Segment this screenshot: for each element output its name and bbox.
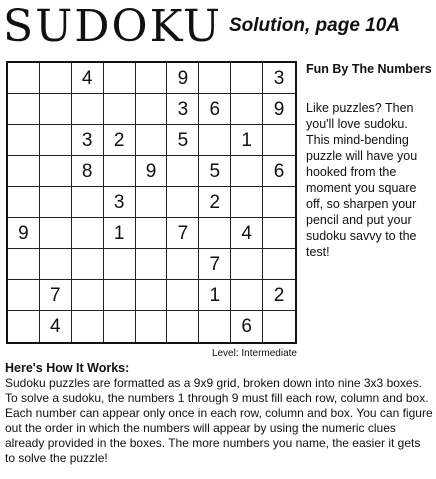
sudoku-cell-r2-c5[interactable] [136, 94, 168, 125]
sudoku-cell-r2-c7[interactable]: 6 [199, 94, 231, 125]
sidebar-heading: Fun By The Numbers [306, 62, 432, 76]
sudoku-cell-r9-c7[interactable] [199, 311, 231, 342]
sudoku-cell-r9-c4[interactable] [104, 311, 136, 342]
sudoku-cell-r8-c6[interactable] [167, 280, 199, 311]
solution-reference: Solution, page 10A [229, 15, 401, 36]
sudoku-cell-r3-c4[interactable]: 2 [104, 125, 136, 156]
sudoku-cell-r5-c9[interactable] [263, 187, 295, 218]
sudoku-cell-r7-c7[interactable]: 7 [199, 249, 231, 280]
sudoku-cell-r4-c4[interactable] [104, 156, 136, 187]
sudoku-cell-r7-c4[interactable] [104, 249, 136, 280]
sudoku-cell-r2-c3[interactable] [72, 94, 104, 125]
sudoku-cell-r3-c2[interactable] [40, 125, 72, 156]
sudoku-cell-r2-c9[interactable]: 9 [263, 94, 295, 125]
sudoku-cell-r8-c1[interactable] [8, 280, 40, 311]
sudoku-cell-r4-c8[interactable] [231, 156, 263, 187]
sudoku-cell-r2-c6[interactable]: 3 [167, 94, 199, 125]
sudoku-cell-r5-c2[interactable] [40, 187, 72, 218]
sudoku-cell-r1-c8[interactable] [231, 63, 263, 94]
sidebar-text: Like puzzles? Then you'll love sudoku. This mind-bending puzzle will have you hooked from the moment you square off, so sharpen your pencil and put your sudoku savvy to the test! [306, 101, 418, 259]
sudoku-cell-r6-c2[interactable] [40, 218, 72, 249]
sudoku-cell-r1-c4[interactable] [104, 63, 136, 94]
sudoku-cell-r2-c4[interactable] [104, 94, 136, 125]
sudoku-cell-r9-c1[interactable] [8, 311, 40, 342]
sudoku-cell-r4-c5[interactable]: 9 [136, 156, 168, 187]
sudoku-cell-r3-c6[interactable]: 5 [167, 125, 199, 156]
sudoku-cell-r7-c5[interactable] [136, 249, 168, 280]
sudoku-cell-r3-c9[interactable] [263, 125, 295, 156]
sudoku-cell-r1-c2[interactable] [40, 63, 72, 94]
sudoku-cell-r9-c2[interactable]: 4 [40, 311, 72, 342]
sudoku-cell-r7-c9[interactable] [263, 249, 295, 280]
sudoku-cell-r6-c5[interactable] [136, 218, 168, 249]
sudoku-cell-r1-c7[interactable] [199, 63, 231, 94]
difficulty-level: Level: Intermediate [211, 348, 297, 359]
sudoku-cell-r4-c2[interactable] [40, 156, 72, 187]
sudoku-grid [6, 61, 297, 344]
sudoku-cell-r6-c7[interactable] [199, 218, 231, 249]
sudoku-cell-r8-c9[interactable]: 2 [263, 280, 295, 311]
sudoku-cell-r7-c8[interactable] [231, 249, 263, 280]
sudoku-cell-r8-c3[interactable] [72, 280, 104, 311]
sudoku-cell-r5-c5[interactable] [136, 187, 168, 218]
sudoku-cell-r6-c8[interactable]: 4 [231, 218, 263, 249]
sudoku-cell-r5-c6[interactable] [167, 187, 199, 218]
sudoku-cell-r7-c3[interactable] [72, 249, 104, 280]
sudoku-cell-r5-c1[interactable] [8, 187, 40, 218]
sudoku-cell-r1-c3[interactable]: 4 [72, 63, 104, 94]
sudoku-cell-r5-c3[interactable] [72, 187, 104, 218]
sudoku-title: SUDOKU [3, 1, 222, 52]
sudoku-cell-r7-c1[interactable] [8, 249, 40, 280]
sudoku-cell-r9-c6[interactable] [167, 311, 199, 342]
sudoku-cell-r1-c9[interactable]: 3 [263, 63, 295, 94]
instructions-text: Sudoku puzzles are formatted as a 9x9 grid, broken down into nine 3x3 boxes. To solve a sudoku, the numbers 1 through 9 must fill each row, column and box. Each number can appear only once in each row, column and box. You can figure out the order in which the numbers will appear by using the numeric clues already provided in the boxes. The more numbers you name, the easier it gets to solve the puzzle! [5, 376, 433, 465]
sudoku-cell-r3-c7[interactable] [199, 125, 231, 156]
sudoku-cell-r3-c3[interactable]: 3 [72, 125, 104, 156]
sudoku-cell-r2-c1[interactable] [8, 94, 40, 125]
sudoku-cell-r5-c7[interactable]: 2 [199, 187, 231, 218]
sudoku-cell-r2-c8[interactable] [231, 94, 263, 125]
sudoku-cell-r8-c7[interactable]: 1 [199, 280, 231, 311]
instructions-heading: Here's How It Works: [5, 361, 130, 375]
sudoku-cell-r1-c5[interactable] [136, 63, 168, 94]
sudoku-cell-r1-c6[interactable]: 9 [167, 63, 199, 94]
sudoku-cell-r4-c3[interactable]: 8 [72, 156, 104, 187]
sudoku-cell-r9-c3[interactable] [72, 311, 104, 342]
sudoku-cell-r4-c7[interactable]: 5 [199, 156, 231, 187]
sudoku-cell-r7-c2[interactable] [40, 249, 72, 280]
sudoku-cell-r8-c4[interactable] [104, 280, 136, 311]
sudoku-cell-r6-c6[interactable]: 7 [167, 218, 199, 249]
sudoku-cell-r9-c5[interactable] [136, 311, 168, 342]
sudoku-cell-r7-c6[interactable] [167, 249, 199, 280]
sudoku-cell-r9-c9[interactable] [263, 311, 295, 342]
sudoku-cell-r4-c9[interactable]: 6 [263, 156, 295, 187]
sudoku-cell-r3-c5[interactable] [136, 125, 168, 156]
sudoku-cell-r5-c4[interactable]: 3 [104, 187, 136, 218]
sudoku-cell-r3-c8[interactable]: 1 [231, 125, 263, 156]
sudoku-cell-r3-c1[interactable] [8, 125, 40, 156]
sudoku-cell-r9-c8[interactable]: 6 [231, 311, 263, 342]
sudoku-cell-r8-c2[interactable]: 7 [40, 280, 72, 311]
sudoku-cell-r8-c8[interactable] [231, 280, 263, 311]
sudoku-cell-r6-c4[interactable]: 1 [104, 218, 136, 249]
sudoku-cell-r1-c1[interactable] [8, 63, 40, 94]
sudoku-cell-r8-c5[interactable] [136, 280, 168, 311]
sudoku-cell-r6-c9[interactable] [263, 218, 295, 249]
sudoku-cell-r6-c3[interactable] [72, 218, 104, 249]
sudoku-cell-r6-c1[interactable]: 9 [8, 218, 40, 249]
sudoku-cell-r4-c1[interactable] [8, 156, 40, 187]
sudoku-cell-r2-c2[interactable] [40, 94, 72, 125]
sudoku-cell-r5-c8[interactable] [231, 187, 263, 218]
sudoku-cell-r4-c6[interactable] [167, 156, 199, 187]
